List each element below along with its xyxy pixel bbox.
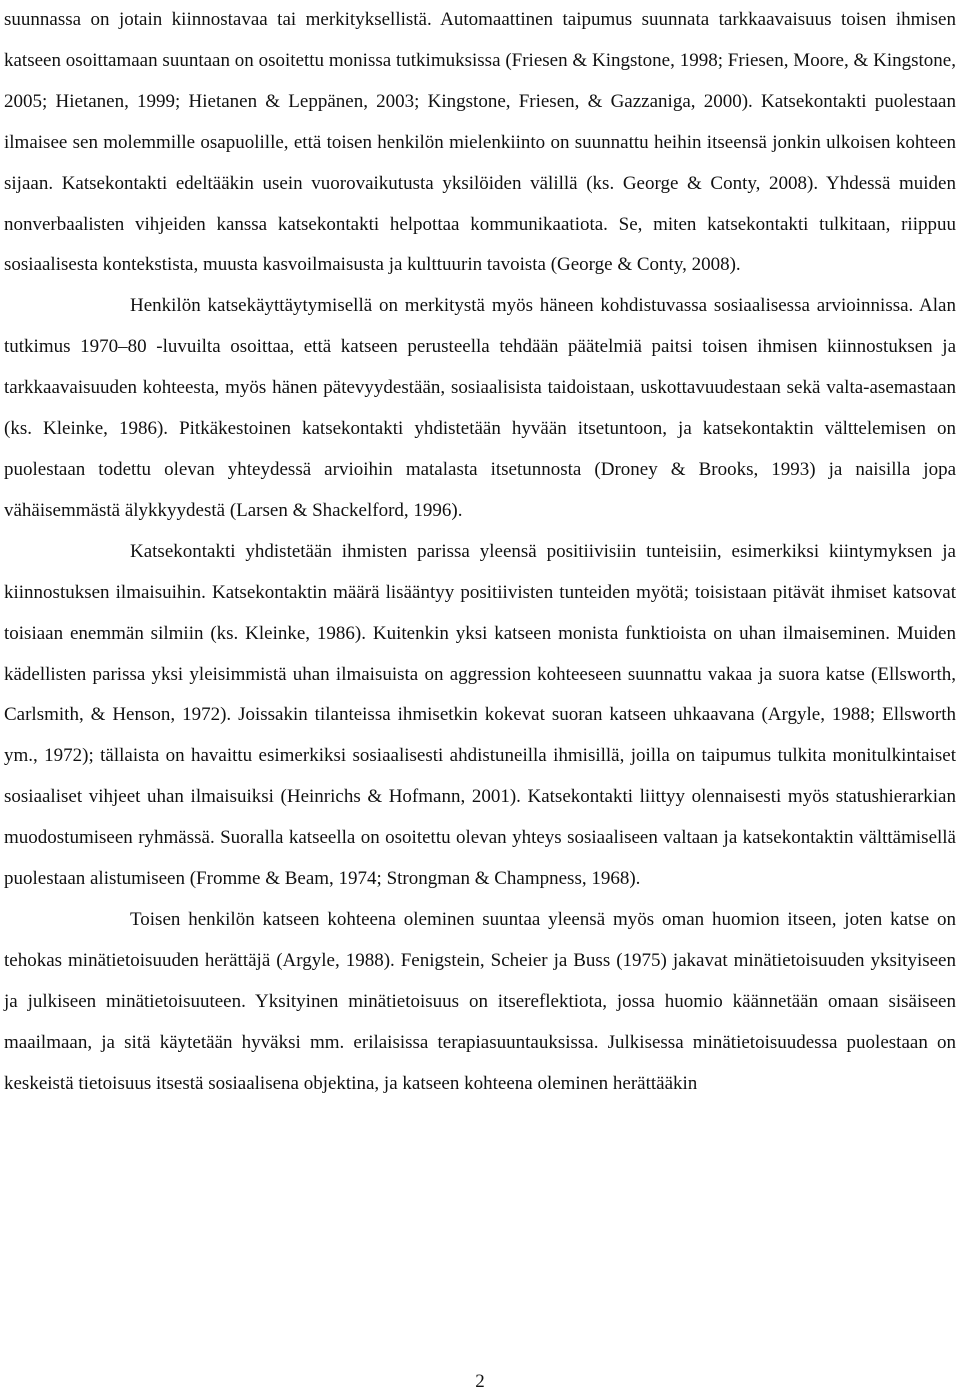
page-number: 2: [475, 1371, 485, 1392]
paragraph-2: Henkilön katsekäyttäytymisellä on merkitystä myös häneen kohdistuvassa sosiaalisessa arvioinnissa. Alan tutkimus 1970–80 -luvuilta osoittaa, että katseen perusteella tehdään päätelmiä paitsi toisen ihmisen kiinnostuksen ja tarkkaavaisuuden kohteesta, myös hänen pätevyydestään, sosiaalisista taidoistaan, uskottavuudestaan sekä valta-asemastaan (ks. Kleinke, 1986). Pitkäkestoinen katsekontakti yhdistetään hyvään itsetuntoon, ja katsekontaktin välttelemisen on puolestaan todettu olevan yhteydessä arvioihin matalasta itsetunnosta (Droney & Brooks, 1993) ja naisilla jopa vähäisemmästä älykkyydestä (Larsen & Shackelford, 1996).: [4, 295, 956, 521]
document-page: [4, 0, 956, 1104]
paragraph-3: Katsekontakti yhdistetään ihmisten parissa yleensä positiivisiin tunteisiin, esimerkiksi kiintymyksen ja kiinnostuksen ilmaisuihin. Katsekontaktin määrä lisääntyy positiivisten tunteiden myötä; toisistaan pitävät ihmiset katsovat toisiaan enemmän silmiin (ks. Kleinke, 1986). Kuitenkin yksi katseen monista funktioista on uhan ilmaiseminen. Muiden kädellisten parissa yksi yleisimmistä uhan ilmaisuista on aggression kohteeseen suunnattu vakaa ja suora katse (Ellsworth, Carlsmith, & Henson, 1972). Joissakin tilanteissa ihmisetkin kokevat suoran katseen uhkaavana (Argyle, 1988; Ellsworth ym., 1972); tällaista on havaittu esimerkiksi sosiaalisesti ahdistuneilla ihmisillä, joilla on taipumus tulkita monitulkintaiset sosiaaliset vihjeet uhan ilmaisuiksi (Heinrichs & Hofmann, 2001). Katsekontakti liittyy olennaisesti myös statushierarkian muodostumiseen ryhmässä. Suoralla katseella on osoitettu olevan yhteys sosiaaliseen valtaan ja katsekontaktin välttämisellä puolestaan alistumiseen (Fromme & Beam, 1974; Strongman & Champness, 1968).: [4, 540, 956, 890]
paragraph-4: Toisen henkilön katseen kohteena oleminen suuntaa yleensä myös oman huomion itseen, joten katse on tehokas minätietoisuuden herättäjä (Argyle, 1988). Fenigstein, Scheier ja Buss (1975) jakavat minätietoisuuden yksityiseen ja julkiseen minätietoisuuteen. Yksityinen minätietoisuus on itsereflektiota, jossa huomio käännetään omaan sisäiseen maailmaan, ja sitä käytetään hyväksi mm. erilaisissa terapiasuuntauksissa. Julkisessa minätietoisuudessa puolestaan on keskeistä tietoisuus itsestä sosiaalisena objektina, ja katseen kohteena oleminen herättääkin: [4, 908, 956, 1094]
paragraph-1: suunnassa on jotain kiinnostavaa tai merkityksellistä. Automaattinen taipumus suunnata tarkkaavaisuus toisen ihmisen katseen osoittamaan suuntaan on osoitettu monissa tutkimuksissa (Friesen & Kingstone, 1998; Friesen, Moore, & Kingstone, 2005; Hietanen, 1999; Hietanen & Leppänen, 2003; Kingstone, Friesen, & Gazzaniga, 2000). Katsekontakti puolestaan ilmaisee sen molemmille osapuolille, että toisen henkilön mielenkiinto on suunnattu heihin itseensä jonkin ulkoisen kohteen sijaan. Katsekontakti edeltääkin usein vuorovaikutusta yksilöiden välillä (ks. George & Conty, 2008). Yhdessä muiden nonverbaalisten vihjeiden kanssa katsekontakti helpottaa kommunikaatiota. Se, miten katsekontakti tulkitaan, riippuu sosiaalisesta kontekstista, muusta kasvoilmaisusta ja kulttuurin tavoista (George & Conty, 2008).: [4, 9, 956, 276]
